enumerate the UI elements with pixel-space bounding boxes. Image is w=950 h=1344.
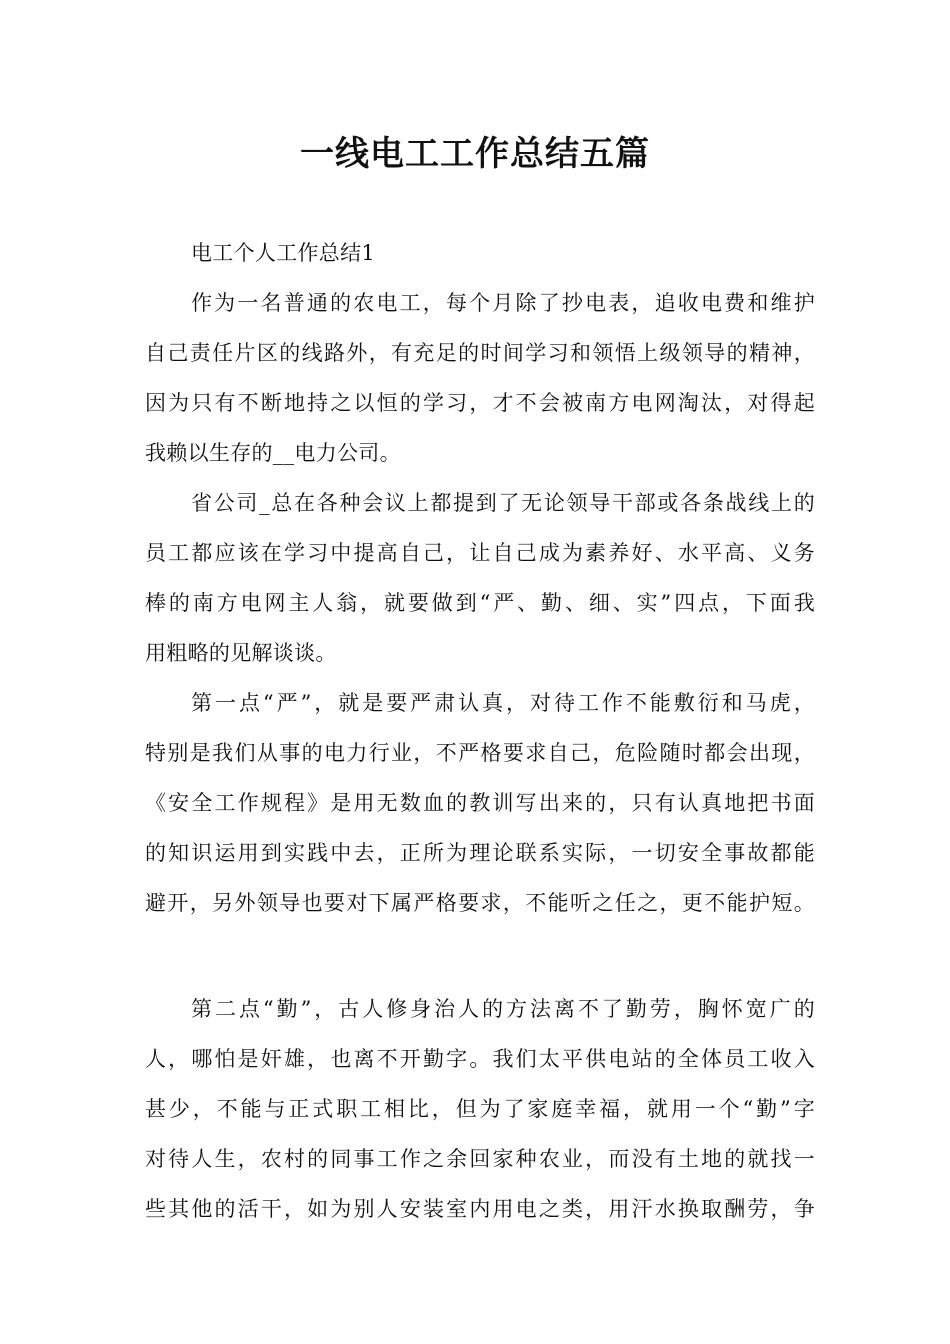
paragraph-line: 自己责任片区的线路外，有充足的时间学习和领悟上级领导的精神， xyxy=(145,341,815,365)
paragraph-line: 甚少，不能与正式职工相比，但为了家庭幸福，就用一个“勤”字 xyxy=(145,1097,815,1121)
paragraph-spacer xyxy=(145,928,815,984)
paragraph-line: 些其他的活干，如为别人安装室内用电之类，用汗水换取酬劳，争 xyxy=(145,1197,815,1221)
paragraph-line: 第一点“严”，就是要严肃认真，对待工作不能敷衍和马虎， xyxy=(191,691,815,715)
paragraph-line: 因为只有不断地持之以恒的学习，才不会被南方电网淘汰，对得起 xyxy=(145,391,815,415)
paragraph-line: 我赖以生存的__电力公司。 xyxy=(145,441,401,465)
paragraph-line: 人，哪怕是奸雄，也离不开勤字。我们太平供电站的全体员工收入 xyxy=(145,1047,815,1071)
paragraph-1 xyxy=(145,278,815,478)
paragraph-4 xyxy=(145,984,815,1234)
document-title: 一线电工工作总结五篇 xyxy=(300,134,650,174)
section-subheading: 电工个人工作总结1 xyxy=(191,241,376,265)
paragraph-line: 作为一名普通的农电工，每个月除了抄电表，追收电费和维护 xyxy=(191,291,815,315)
paragraph-line: 对待人生，农村的同事工作之余回家种农业，而没有土地的就找一 xyxy=(145,1147,815,1171)
paragraph-line: 《安全工作规程》是用无数血的教训写出来的，只有认真地把书面 xyxy=(145,791,815,815)
paragraph-line: 避开，另外领导也要对下属严格要求，不能听之任之，更不能护短。 xyxy=(145,891,815,915)
paragraph-line: 特别是我们从事的电力行业，不严格要求自己，危险随时都会出现， xyxy=(145,741,815,765)
paragraph-line: 的知识运用到实践中去，正所为理论联系实际，一切安全事故都能 xyxy=(145,841,815,865)
paragraph-3 xyxy=(145,678,815,928)
paragraph-line: 用粗略的见解谈谈。 xyxy=(145,641,337,665)
paragraph-line: 员工都应该在学习中提高自己，让自己成为素养好、水平高、义务 xyxy=(145,541,815,565)
document-body xyxy=(145,228,815,1234)
paragraph-2 xyxy=(145,478,815,678)
paragraph-line: 棒的南方电网主人翁，就要做到“严、勤、细、实”四点，下面我 xyxy=(145,591,815,615)
paragraph-line: 第二点“勤”，古人修身治人的方法离不了勤劳，胸怀宽广的 xyxy=(191,997,815,1021)
paragraph-line: 省公司_总在各种会议上都提到了无论领导干部或各条战线上的 xyxy=(191,491,815,515)
